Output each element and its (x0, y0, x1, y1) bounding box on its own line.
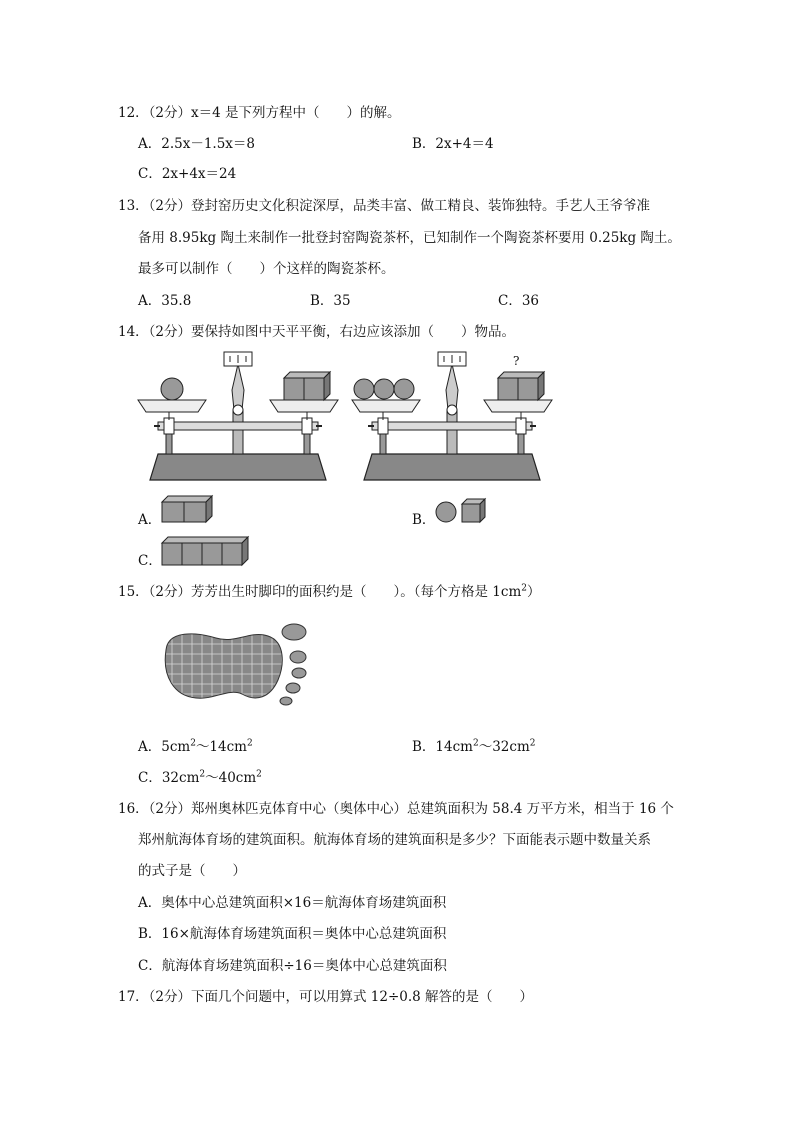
q14-option-a: A． (138, 512, 162, 528)
q13-line-3: 最多可以制作（ ）个这样的陶瓷茶杯。 (138, 261, 395, 277)
q16-line-2: 郑州航海体育场的建筑面积。航海体育场的建筑面积是多少？下面能表示题中数量关系 (138, 832, 651, 848)
q16-line-3: 的式子是（ ） (138, 863, 246, 879)
option-a-two-cubes-icon (162, 496, 214, 522)
q16-option-a: A．奥体中心总建筑面积×16＝航海体育场建筑面积 (138, 895, 447, 911)
footprint-grid-figure (156, 620, 316, 710)
q16-line-1: 16．（2分）郑州奥林匹克体育中心（奥体中心）总建筑面积为 58.4 万平方米，相当于 16 个 (118, 801, 674, 817)
q12-option-b: B．2x+4＝4 (412, 136, 494, 152)
q12-option-c: C．2x+4x＝24 (138, 166, 237, 182)
q14-stem: 14．（2分）要保持如图中天平平衡，右边应该添加（ ）物品。 (118, 324, 516, 340)
balance-scale-right (352, 350, 552, 490)
q13-option-a: A．35.8 (138, 293, 192, 309)
question-mark: ? (513, 354, 520, 368)
option-c-four-cubes-icon (162, 537, 254, 565)
q13-option-b: B．35 (310, 293, 351, 309)
q14-option-b: B． (412, 512, 436, 528)
q12-stem: 12．（2分）x＝4 是下列方程中（ ）的解。 (118, 105, 401, 121)
q15-option-c: C．$32cm^2\sim 40cm^2$ (138, 769, 262, 786)
q12-option-a: A．2.5x－1.5x＝8 (138, 136, 256, 152)
option-b-ball-and-cube-icon (436, 498, 488, 524)
q15-option-b: B．$14cm^2\sim 32cm^2$ (412, 738, 536, 755)
q15-option-a: A．$5cm^2\sim 14cm^2$ (138, 738, 253, 755)
q16-option-c: C．航海体育场建筑面积÷16＝奥体中心总建筑面积 (138, 958, 447, 974)
q14-option-c: C． (138, 553, 162, 569)
q13-line-1: 13．（2分）登封窑历史文化积淀深厚，品类丰富、做工精良、装饰独特。手艺人王爷爷准 (118, 198, 651, 214)
q13-line-2: 备用 8.95kg 陶土来制作一批登封窑陶瓷茶杯，已知制作一个陶瓷茶杯要用 0.25kg 陶土。 (138, 230, 681, 246)
q15-stem: 15．（2分）芳芳出生时脚印的面积约是（ ）。（每个方格是 $1cm^2$） (118, 583, 541, 600)
q17-stem: 17．（2分）下面几个问题中，可以用算式 12÷0.8 解答的是（ ） (118, 989, 534, 1005)
q13-option-c: C．36 (498, 293, 540, 309)
q16-option-b: B．16×航海体育场建筑面积＝奥体中心总建筑面积 (138, 926, 447, 942)
balance-scale-left (138, 350, 338, 490)
